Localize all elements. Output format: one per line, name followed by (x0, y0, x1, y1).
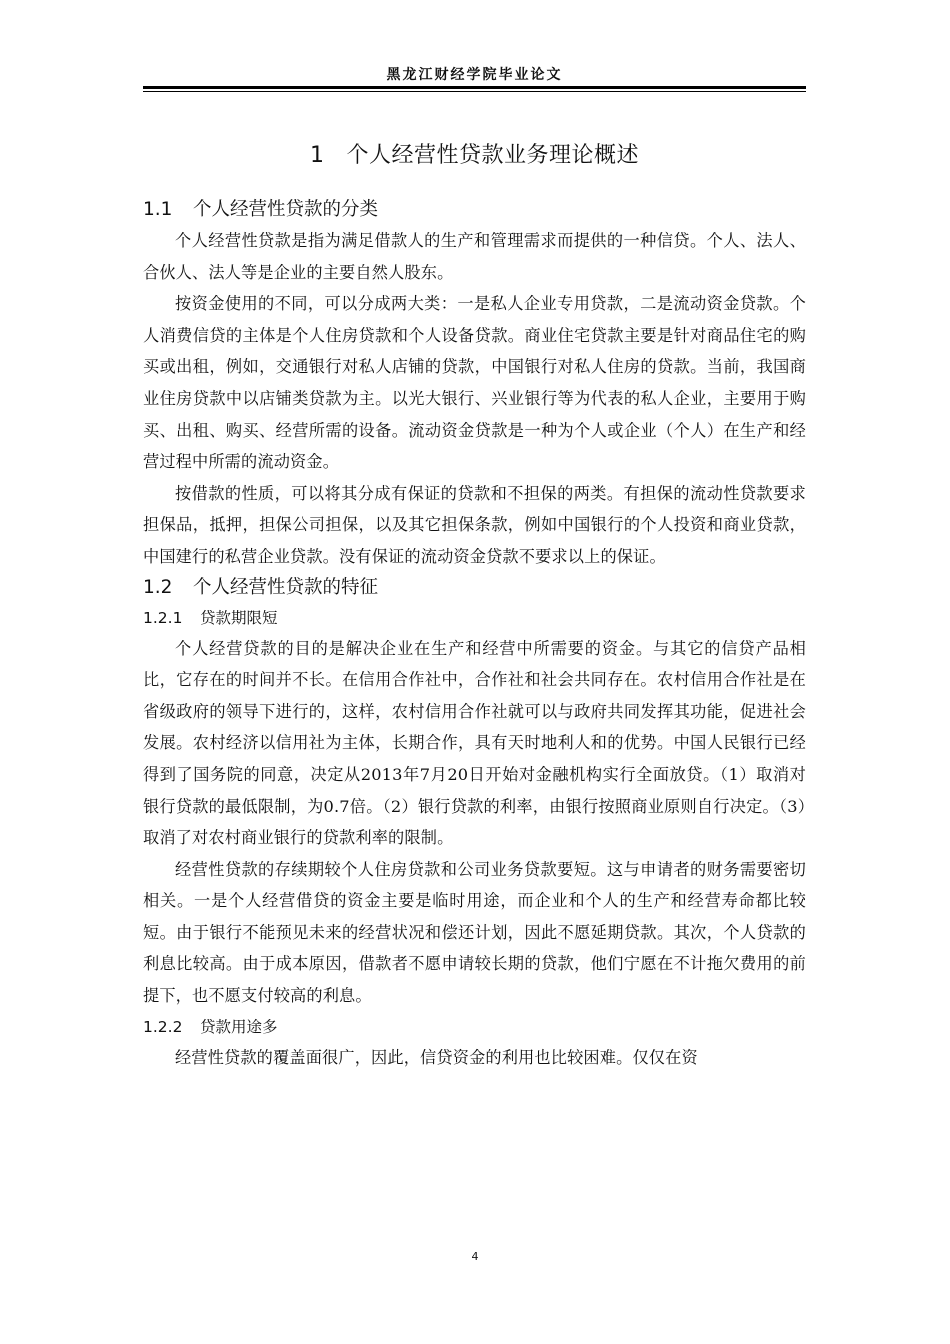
running-header: 黑龙江财经学院毕业论文 (386, 67, 563, 83)
paragraph: 个人经营贷款的目的是解决企业在生产和经营中所需要的资金。与其它的信贷产品相比，它存在的时间并不长。在信用合作社中，合作社和社会共同存在。农村信用合作社是在省级政府的领导下进行的，这样，农村信用合作社就可以与政府共同发挥其功能，促进社会发展。农村经济以信用社为主体，长期合作，具有天时地利人和的优势。中国人民银行已经得到了国务院的同意，决定从2013年7月20日开始对金融机构实行全面放贷。（1）取消对银行贷款的最低限制，为0.7倍。（2）银行贷款的利率，由银行按照商业原则自行决定。（3）取消了对农村商业银行的贷款利率的限制。 (143, 638, 806, 848)
subsection-title: 贷款用途多 (200, 1017, 278, 1036)
page-number: 4 (471, 1250, 479, 1263)
section-number: 1.1 (143, 199, 173, 220)
section-heading (143, 573, 806, 603)
page-body (143, 138, 806, 1073)
subsection-heading (143, 1012, 806, 1042)
section-title: 个人经营性贷款的分类 (193, 199, 379, 220)
subsection-heading (143, 603, 806, 633)
header-rule-thick (143, 86, 806, 89)
section-number: 1.2 (143, 576, 173, 598)
paragraph: 个人经营性贷款是指为满足借款人的生产和管理需求而提供的一种信贷。个人、法人、合伙人、法人等是企业的主要自然人股东。 (143, 231, 806, 282)
chapter-title: 个人经营性贷款业务理论概述 (346, 143, 639, 168)
paragraph: 按资金使用的不同，可以分成两大类：一是私人企业专用贷款，二是流动资金贷款。个人消费信贷的主体是个人住房贷款和个人设备贷款。商业住宅贷款主要是针对商品住宅的购买或出租，例如，交通银行对私人店铺的贷款，中国银行对私人住房的贷款。当前，我国商业住房贷款中以店铺类贷款为主。以光大银行、兴业银行等为代表的私人企业，主要用于购买、出租、购买、经营所需的设备。流动资金贷款是一种为个人或企业（个人）在生产和经营过程中所需的流动资金。 (143, 294, 806, 472)
paragraph: 经营性贷款的覆盖面很广，因此，信贷资金的利用也比较困难。仅仅在资 (175, 1047, 698, 1067)
subsection-number: 1.2.2 (143, 1017, 183, 1036)
header-rule-thin (143, 91, 806, 92)
chapter-heading (143, 138, 806, 169)
paragraph: 经营性贷款的存续期较个人住房贷款和公司业务贷款要短。这与申请者的财务需要密切相关。一是个人经营借贷的资金主要是临时用途，而企业和个人的生产和经营寿命都比较短。由于银行不能预见未来的经营状况和偿还计划，因此不愿延期贷款。其次，个人贷款的利息比较高。由于成本原因，借款者不愿申请较长期的贷款，他们宁愿在不计拖欠费用的前提下，也不愿支付较高的利息。 (143, 859, 806, 1006)
section-title: 个人经营性贷款的特征 (193, 576, 379, 598)
chapter-number: 1 (309, 143, 325, 168)
section-heading (143, 195, 806, 225)
subsection-title: 贷款期限短 (200, 608, 278, 627)
paragraph: 按借款的性质，可以将其分成有保证的贷款和不担保的两类。有担保的流动性贷款要求担保品，抵押，担保公司担保，以及其它担保条款，例如中国银行的个人投资和商业贷款，中国建行的私营企业贷款。没有保证的流动资金贷款不要求以上的保证。 (143, 483, 806, 566)
subsection-number: 1.2.1 (143, 608, 183, 627)
